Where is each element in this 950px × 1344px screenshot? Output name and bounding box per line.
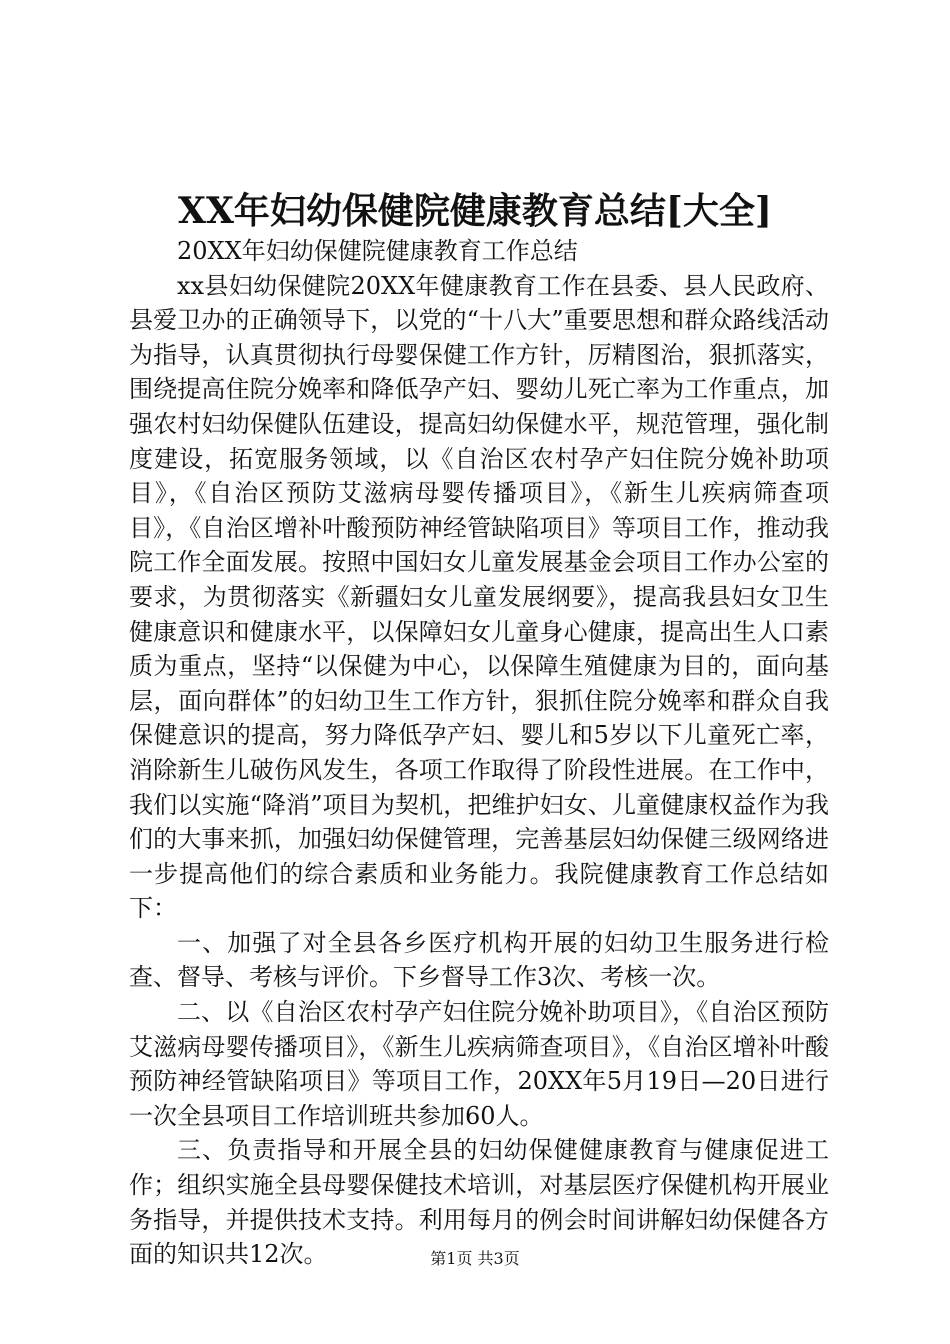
- item-three-paragraph: 三、负责指导和开展全县的妇幼保健健康教育与健康促进工作；组织实施全县母婴保健技术培训，对基层医疗保健机构开展业务指导，并提供技术支持。利用每月的例会时间讲解妇幼保健各方面的知识共12次。: [129, 1136, 829, 1269]
- subtitle-paragraph: 20XX年妇幼保健院健康教育工作总结: [177, 237, 578, 265]
- document-body: [129, 234, 829, 1272]
- document-title: XX年妇幼保健院健康教育总结[大全]: [178, 190, 772, 232]
- intro-paragraph: xx县妇幼保健院20XX年健康教育工作在县委、县人民政府、县爱卫办的正确领导下，以党的“十八大”重要思想和群众路线活动为指导，认真贯彻执行母婴保健工作方针，厉精图治，狠抓落实，围绕提高住院分娩率和降低孕产妇、婴幼儿死亡率为工作重点，加强农村妇幼保健队伍建设，提高妇幼保健水平，规范管理，强化制度建设，拓宽服务领域，以《自治区农村孕产妇住院分娩补助项目》，《自治区预防艾滋病母婴传播项目》，《新生儿疾病筛查项目》，《自治区增补叶酸预防神经管缺陷项目》等项目工作，推动我院工作全面发展。按照中国妇女儿童发展基金会项目工作办公室的要求，为贯彻落实《新疆妇女儿童发展纲要》，提高我县妇女卫生健康意识和健康水平，以保障妇女儿童身心健康，提高出生人口素质为重点，坚持“以保健为中心，以保障生殖健康为目的，面向基层，面向群体”的妇幼卫生工作方针，狠抓住院分娩率和群众自我保健意识的提高，努力降低孕产妇、婴儿和5岁以下儿童死亡率，消除新生儿破伤风发生，各项工作取得了阶段性进展。在工作中，我们以实施“降消”项目为契机，把维护妇女、儿童健康权益作为我们的大事来抓，加强妇幼保健管理，完善基层妇幼保健三级网络进一步提高他们的综合素质和业务能力。我院健康教育工作总结如下：: [129, 271, 829, 923]
- page-number-footer: 第1页 共3页: [430, 1249, 520, 1268]
- item-two-paragraph: 二、以《自治区农村孕产妇住院分娩补助项目》，《自治区预防艾滋病母婴传播项目》，《新生儿疾病筛查项目》，《自治区增补叶酸预防神经管缺陷项目》等项目工作，20XX年5月19日—20日进行一次全县项目工作培训班共参加60人。: [129, 998, 829, 1130]
- item-one-paragraph: 一、加强了对全县各乡医疗机构开展的妇幼卫生服务进行检查、督导、考核与评价。下乡督导工作3次、考核一次。: [129, 928, 829, 992]
